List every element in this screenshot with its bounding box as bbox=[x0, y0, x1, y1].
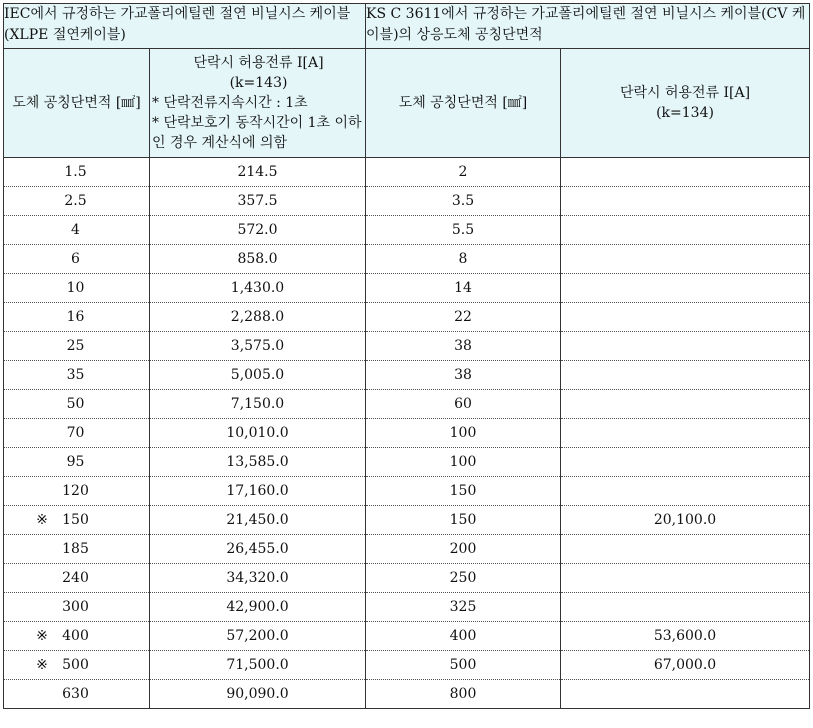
iec-area-cell-value: 1.5 bbox=[64, 164, 87, 180]
table-row bbox=[4, 506, 810, 535]
iec-area-cell-value: 95 bbox=[66, 454, 85, 470]
iec-area-cell bbox=[4, 274, 150, 303]
iec-note-duration: * 단락전류지속시간 : 1초 bbox=[152, 95, 308, 111]
ks-area-cell-value: 38 bbox=[454, 367, 472, 383]
iec-current-label: 단락시 허용전류 I[A] bbox=[193, 55, 324, 71]
ks-current-cell bbox=[561, 361, 810, 390]
iec-area-cell-value: 630 bbox=[62, 686, 89, 702]
ks-area-cell-value: 38 bbox=[454, 338, 472, 354]
ks-area-cell bbox=[366, 216, 561, 245]
ks-current-cell-value: 20,100.0 bbox=[653, 512, 717, 528]
table-row bbox=[4, 274, 810, 303]
iec-area-cell bbox=[4, 680, 150, 709]
iec-current-cell-value: 214.5 bbox=[237, 164, 278, 180]
iec-area-cell-value: 10 bbox=[66, 280, 85, 296]
table-row bbox=[4, 622, 810, 651]
iec-area-cell bbox=[4, 535, 150, 564]
iec-current-cell-value: 57,200.0 bbox=[226, 628, 289, 644]
iec-note-protection: * 단락보호기 동작시간이 1초 이하인 경우 계산식에 의함 bbox=[152, 115, 362, 151]
iec-area-cell-value: 16 bbox=[66, 309, 85, 325]
table-row bbox=[4, 593, 810, 622]
ks-current-cell bbox=[561, 535, 810, 564]
ks-title: KS C 3611에서 규정하는 가교폴리에틸렌 절연 비닐시스 케이블(CV 케이블)의 상응도체 공칭단면적 bbox=[366, 4, 810, 49]
ks-area-cell-value: 325 bbox=[449, 599, 477, 615]
ks-area-cell bbox=[366, 651, 561, 680]
ks-current-cell bbox=[561, 564, 810, 593]
iec-current-cell bbox=[150, 216, 366, 245]
iec-area-cell-value: 4 bbox=[71, 222, 80, 238]
iec-area-cell bbox=[4, 390, 150, 419]
ks-current-cell bbox=[561, 390, 810, 419]
ks-area-cell bbox=[366, 332, 561, 361]
iec-area-cell-value: 50 bbox=[66, 396, 85, 412]
iec-current-cell bbox=[150, 622, 366, 651]
table-row bbox=[4, 216, 810, 245]
ks-area-cell bbox=[366, 187, 561, 216]
table-row bbox=[4, 651, 810, 680]
table-row bbox=[4, 448, 810, 477]
iec-current-cell-value: 71,500.0 bbox=[226, 657, 289, 673]
ks-area-cell-value: 100 bbox=[449, 425, 477, 441]
iec-current-cell bbox=[150, 187, 366, 216]
table-row bbox=[4, 477, 810, 506]
ks-area-cell-value: 5.5 bbox=[451, 222, 475, 238]
table-row bbox=[4, 680, 810, 709]
iec-area-cell-value: 240 bbox=[62, 570, 89, 586]
iec-area-cell bbox=[4, 448, 150, 477]
ks-area-cell bbox=[366, 245, 561, 274]
iec-current-cell bbox=[150, 419, 366, 448]
table-row bbox=[4, 535, 810, 564]
iec-current-cell bbox=[150, 593, 366, 622]
ks-area-cell-value: 3.5 bbox=[451, 193, 475, 209]
iec-area-cell bbox=[4, 651, 150, 680]
iec-area-cell bbox=[4, 245, 150, 274]
ks-current-cell bbox=[561, 419, 810, 448]
ks-area-cell bbox=[366, 361, 561, 390]
iec-current-cell-value: 357.5 bbox=[237, 193, 278, 209]
iec-current-cell-value: 26,455.0 bbox=[226, 541, 289, 557]
ks-current-cell bbox=[561, 622, 810, 651]
iec-current-cell-value: 10,010.0 bbox=[226, 425, 289, 441]
table-row bbox=[4, 564, 810, 593]
iec-current-cell bbox=[150, 303, 366, 332]
table-row bbox=[4, 332, 810, 361]
ks-area-header: 도체 공칭단면적 [㎟] bbox=[366, 49, 561, 158]
iec-area-cell bbox=[4, 477, 150, 506]
ks-current-cell bbox=[561, 506, 810, 535]
iec-area-cell bbox=[4, 419, 150, 448]
ks-current-cell bbox=[561, 680, 810, 709]
iec-area-cell-value: 120 bbox=[62, 483, 89, 499]
ks-current-cell bbox=[561, 593, 810, 622]
header-column-row bbox=[4, 49, 810, 158]
iec-area-cell bbox=[4, 158, 150, 187]
ks-current-cell bbox=[561, 158, 810, 187]
iec-area-cell-value: 300 bbox=[62, 599, 89, 615]
reference-mark: ※ bbox=[36, 657, 48, 673]
reference-mark: ※ bbox=[36, 628, 48, 644]
ks-current-cell bbox=[561, 448, 810, 477]
iec-current-cell bbox=[150, 564, 366, 593]
ks-area-cell bbox=[366, 477, 561, 506]
iec-current-cell bbox=[150, 245, 366, 274]
ks-area-cell-value: 250 bbox=[449, 570, 477, 586]
iec-area-cell bbox=[4, 187, 150, 216]
ks-area-cell-value: 150 bbox=[449, 512, 477, 528]
iec-current-cell-value: 13,585.0 bbox=[226, 454, 289, 470]
iec-current-cell-value: 17,160.0 bbox=[226, 483, 289, 499]
ks-current-cell bbox=[561, 245, 810, 274]
table-row bbox=[4, 361, 810, 390]
iec-area-cell-value: 25 bbox=[66, 338, 85, 354]
ks-k-value: (k=134) bbox=[656, 105, 714, 121]
iec-area-cell bbox=[4, 216, 150, 245]
ks-area-cell-value: 8 bbox=[458, 251, 468, 267]
iec-title: IEC에서 규정하는 가교폴리에틸렌 절연 비닐시스 케이블(XLPE 절연케이블) bbox=[4, 4, 366, 49]
ks-current-cell bbox=[561, 651, 810, 680]
iec-area-cell bbox=[4, 332, 150, 361]
ks-area-cell bbox=[366, 535, 561, 564]
ks-area-cell bbox=[366, 680, 561, 709]
iec-current-cell-value: 2,288.0 bbox=[230, 309, 285, 325]
iec-current-cell bbox=[150, 158, 366, 187]
iec-current-cell-value: 858.0 bbox=[237, 251, 278, 267]
ks-area-cell-value: 22 bbox=[454, 309, 472, 325]
ks-area-cell bbox=[366, 419, 561, 448]
ks-area-cell bbox=[366, 564, 561, 593]
ks-current-cell-value: 67,000.0 bbox=[653, 657, 717, 673]
ks-current-label: 단락시 허용전류 I[A] bbox=[619, 85, 751, 101]
iec-area-header: 도체 공칭단면적 [㎟] bbox=[4, 49, 150, 158]
table-row bbox=[4, 187, 810, 216]
ks-current-cell-value: 53,600.0 bbox=[653, 628, 717, 644]
table-row bbox=[4, 303, 810, 332]
iec-area-cell-value: 400 bbox=[62, 628, 89, 644]
iec-current-cell-value: 1,430.0 bbox=[230, 280, 285, 296]
ks-area-cell-value: 200 bbox=[449, 541, 477, 557]
iec-k-value: (k=143) bbox=[229, 75, 288, 91]
iec-area-cell-value: 70 bbox=[66, 425, 85, 441]
ks-current-cell bbox=[561, 303, 810, 332]
iec-current-cell bbox=[150, 506, 366, 535]
ks-area-cell bbox=[366, 390, 561, 419]
cable-spec-table bbox=[3, 3, 810, 709]
iec-current-cell-value: 34,320.0 bbox=[226, 570, 289, 586]
iec-current-cell-value: 21,450.0 bbox=[226, 512, 289, 528]
iec-current-cell bbox=[150, 274, 366, 303]
iec-current-header bbox=[150, 49, 366, 158]
ks-area-cell-value: 500 bbox=[449, 657, 477, 673]
iec-area-cell-value: 2.5 bbox=[64, 193, 87, 209]
ks-area-cell-value: 14 bbox=[454, 280, 472, 296]
iec-area-cell-value: 6 bbox=[71, 251, 80, 267]
iec-current-cell-value: 572.0 bbox=[237, 222, 278, 238]
table-row bbox=[4, 419, 810, 448]
ks-area-cell-value: 60 bbox=[454, 396, 472, 412]
iec-current-cell bbox=[150, 651, 366, 680]
iec-area-cell bbox=[4, 361, 150, 390]
ks-current-cell bbox=[561, 332, 810, 361]
ks-area-cell bbox=[366, 274, 561, 303]
iec-current-cell-value: 3,575.0 bbox=[230, 338, 285, 354]
ks-area-cell-value: 400 bbox=[449, 628, 477, 644]
ks-area-cell bbox=[366, 158, 561, 187]
ks-area-cell bbox=[366, 448, 561, 477]
ks-area-cell bbox=[366, 303, 561, 332]
iec-current-cell-value: 90,090.0 bbox=[226, 686, 289, 702]
reference-mark: ※ bbox=[36, 512, 48, 528]
table-body bbox=[4, 158, 810, 709]
iec-current-cell-value: 7,150.0 bbox=[230, 396, 285, 412]
iec-current-cell bbox=[150, 390, 366, 419]
table-row bbox=[4, 245, 810, 274]
ks-area-cell bbox=[366, 622, 561, 651]
table-row bbox=[4, 390, 810, 419]
ks-area-cell-value: 800 bbox=[449, 686, 477, 702]
iec-area-cell bbox=[4, 622, 150, 651]
iec-area-cell-value: 35 bbox=[66, 367, 85, 383]
ks-current-cell bbox=[561, 187, 810, 216]
iec-current-cell bbox=[150, 332, 366, 361]
ks-area-cell bbox=[366, 506, 561, 535]
iec-current-cell bbox=[150, 535, 366, 564]
ks-area-cell-value: 150 bbox=[449, 483, 477, 499]
iec-current-cell bbox=[150, 477, 366, 506]
iec-area-cell bbox=[4, 593, 150, 622]
iec-area-cell-value: 185 bbox=[62, 541, 89, 557]
iec-current-cell bbox=[150, 361, 366, 390]
ks-current-header bbox=[561, 49, 810, 158]
ks-area-cell-value: 2 bbox=[458, 164, 468, 180]
iec-current-cell bbox=[150, 680, 366, 709]
ks-current-cell bbox=[561, 477, 810, 506]
iec-current-cell-value: 5,005.0 bbox=[230, 367, 285, 383]
iec-area-cell-value: 500 bbox=[62, 657, 89, 673]
ks-area-cell-value: 100 bbox=[449, 454, 477, 470]
table-row bbox=[4, 158, 810, 187]
ks-current-cell bbox=[561, 274, 810, 303]
iec-current-cell-value: 42,900.0 bbox=[226, 599, 289, 615]
iec-area-cell bbox=[4, 303, 150, 332]
ks-area-cell bbox=[366, 593, 561, 622]
iec-area-cell bbox=[4, 564, 150, 593]
iec-area-cell bbox=[4, 506, 150, 535]
ks-current-cell bbox=[561, 216, 810, 245]
iec-area-cell-value: 150 bbox=[62, 512, 89, 528]
iec-current-cell bbox=[150, 448, 366, 477]
header-title-row bbox=[4, 4, 810, 49]
